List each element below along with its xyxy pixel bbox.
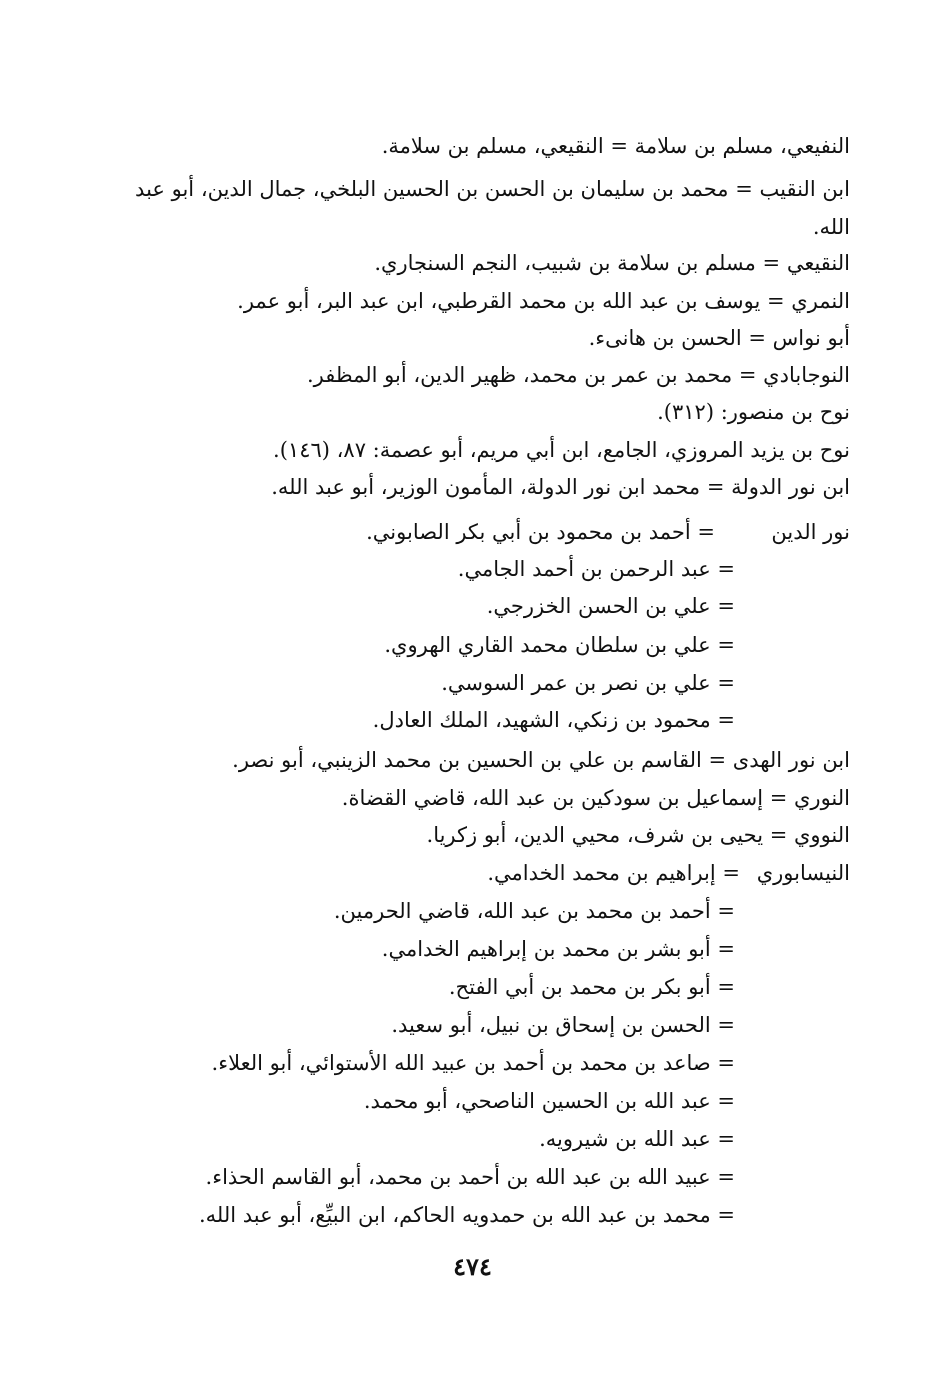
sub-entry: = محمود بن زنكي، الشهيد، الملك العادل. — [372, 708, 735, 732]
index-entry: النفيعي، مسلم بن سلامة = النقيعي، مسلم بن سلامة. — [381, 134, 850, 158]
index-entry: النوري = إسماعيل بن سودكين بن عبد الله، قاضي القضاة. — [341, 786, 850, 810]
entry-value: = أحمد بن محمود بن أبي بكر الصابوني. — [366, 520, 715, 544]
sub-entry: = أحمد بن محمد بن عبد الله، قاضي الحرمين. — [333, 899, 735, 923]
sub-entry: = الحسن بن إسحاق بن نبيل، أبو سعيد. — [391, 1013, 735, 1037]
index-entry: أبو نواس = الحسن بن هانىء. — [588, 326, 850, 350]
index-entry: ابن نور الهدى = القاسم بن علي بن الحسين بن محمد الزينبي، أبو نصر. — [232, 748, 850, 772]
entry-label: نور الدين — [771, 520, 850, 544]
page-number: ٤٧٤ — [453, 1252, 492, 1281]
sub-entry: = عبد الله بن شيرويه. — [539, 1127, 735, 1151]
sub-entry: = محمد بن عبد الله بن حمدويه الحاكم، ابن البيِّع، أبو عبد الله. — [198, 1203, 735, 1227]
index-entry: ابن النقيب = محمد بن سليمان بن الحسن بن الحسين البلخي، جمال الدين، أبو عبد الله. — [135, 177, 850, 239]
sub-entry: = أبو بشر بن محمد بن إبراهيم الخدامي. — [381, 937, 735, 961]
index-entry: النمري = يوسف بن عبد الله بن محمد القرطبي، ابن عبد البر، أبو عمر. — [237, 289, 850, 313]
sub-entry: = عبد الله بن الحسين الناصحي، أبو محمد. — [363, 1089, 735, 1113]
sub-entry: = علي بن نصر بن عمر السوسي. — [441, 671, 735, 695]
sub-entry: = علي بن الحسن الخزرجي. — [486, 594, 735, 618]
index-entry: النقيعي = مسلم بن سلامة بن شبيب، النجم السنجاري. — [374, 251, 850, 275]
index-entry: النووي = يحيى بن شرف، محيي الدين، أبو زكريا. — [426, 823, 850, 847]
index-entry: ابن نور الدولة = محمد ابن نور الدولة، المأمون الوزير، أبو عبد الله. — [271, 475, 850, 499]
sub-entry: = عبيد الله بن عبد الله بن أحمد بن محمد، أبو القاسم الحذاء. — [205, 1165, 735, 1189]
entry-label: النيسابوري — [756, 861, 850, 885]
sub-entry: = صاعد بن محمد بن أحمد بن عبيد الله الأستوائي، أبو العلاء. — [211, 1051, 735, 1075]
index-entry: نوح بن منصور: (٣١٢). — [657, 400, 850, 424]
entry-value: = إبراهيم بن محمد الخدامي. — [487, 861, 740, 885]
index-entry: نوح بن يزيد المروزي، الجامع، ابن أبي مريم، أبو عصمة: ٨٧، (١٤٦). — [273, 438, 850, 462]
sub-entry: = عبد الرحمن بن أحمد الجامي. — [457, 557, 735, 581]
sub-entry: = علي بن سلطان محمد القاري الهروي. — [384, 633, 735, 657]
nur-al-din-entry — [366, 514, 850, 550]
nisaburi-entry — [487, 855, 850, 891]
index-entry: النوجابادي = محمد بن عمر بن محمد، ظهير الدين، أبو المظفر. — [306, 363, 850, 387]
sub-entry: = أبو بكر بن محمد بن أبي الفتح. — [448, 975, 735, 999]
